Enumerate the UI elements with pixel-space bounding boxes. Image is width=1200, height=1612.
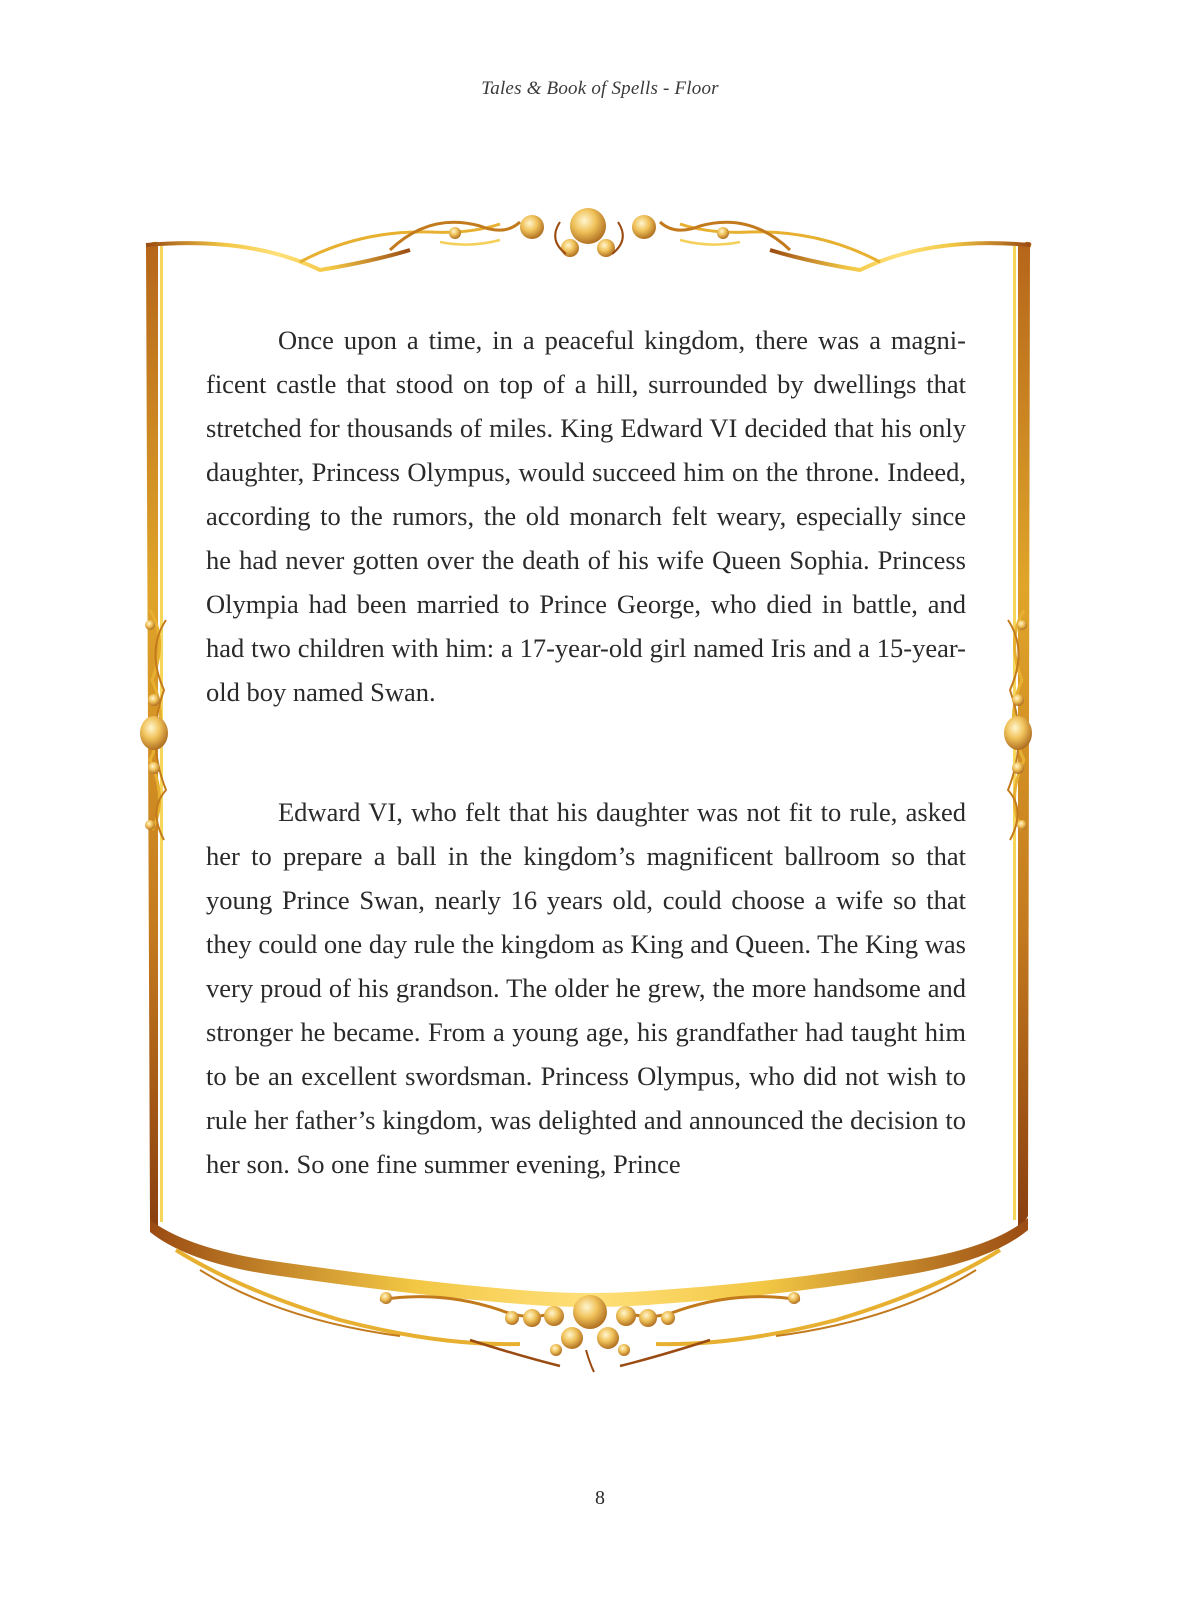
running-header: Tales & Book of Spells - Floor — [481, 78, 719, 99]
top-frame-border — [146, 208, 1030, 270]
page-number: 8 — [595, 1487, 605, 1509]
story-paragraph: Once upon a time, in a peaceful kingdom, there was a magnificent castle that stood on top of a hill, surrounded by dwellings that stretched for thousands of miles. King Edward VI decided that his only daughter, Princess Olympus, would succeed him on the throne. Indeed, according to the rumors, the old monarch felt weary, especially since he had never gotten over the death of his wife Queen Sophia. Princess Olympia had been married to Prince George, who died in battle, and had two children with him: a 17-year-old girl named Iris and a 15-year-old boy named Swan. — [206, 325, 966, 707]
story-text-block — [206, 318, 966, 1186]
story-paragraph: Edward VI, who felt that his daughter was not fit to rule, asked her to prepare a ball in the kingdom’s magnificent ballroom so that young Prince Swan, nearly 16 years old, could choose a wife so that they could one day rule the kingdom as King and Queen. The King was very proud of his grandson. The older he grew, the more handsome and stronger he became. From a young age, his grandfather had taught him to be an excellent swordsman. Princess Olympus, who did not wish to rule her father’s kingdom, was delighted and announced the decision to her son. So one fine summer evening, Prince — [206, 797, 966, 1179]
bottom-frame-border — [150, 1218, 1028, 1372]
